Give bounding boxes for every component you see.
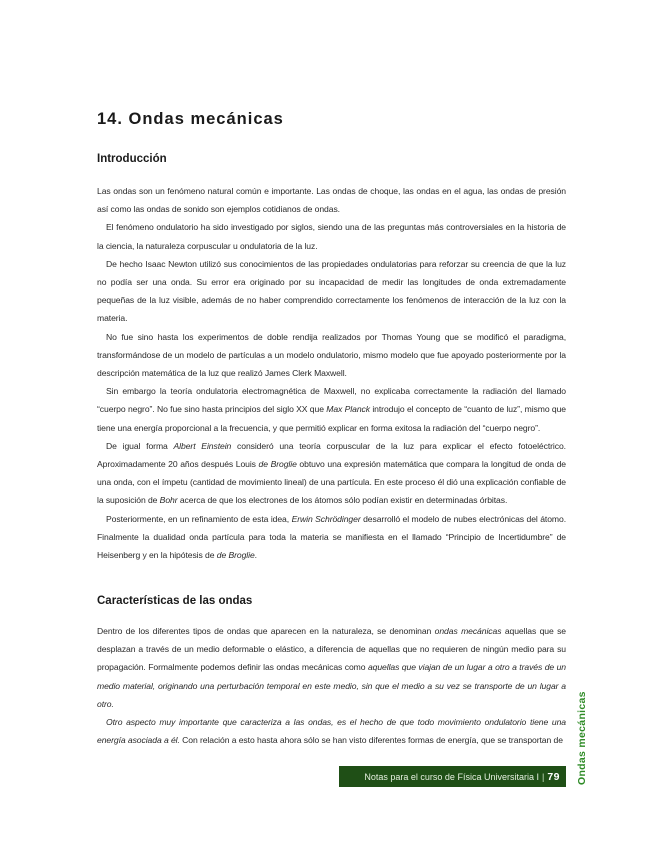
text-run: acerca de que los electrones de los átomos sólo podían existir en determinadas órbitas. [177, 495, 508, 506]
text-run: . [254, 550, 257, 561]
person-name: Max Planck [326, 404, 370, 415]
text-run: obtuvo una expresión matemática que compara la longitud de onda de una onda, con el ímpetu (cantidad de movimiento lineal) de una partícula. En este proceso él dió una explicación confiable de la suposición de [97, 459, 566, 506]
section-heading-introduccion: Introducción [97, 153, 167, 165]
text-run: Dentro de los diferentes tipos de ondas que aparecen en la naturaleza, se denominan [97, 626, 435, 636]
person-name: Albert Einstein [173, 440, 232, 451]
paragraph [97, 510, 566, 565]
text-run: desarrolló el modelo de nubes electrónicas del átomo. Finalmente la dualidad onda partícula para toda la materia se manifiesta en el llamado “Principio de Incertidumbre” de Heisenberg y en la hipótesis de [97, 513, 567, 561]
footer-bar [339, 766, 566, 787]
footer-text: Notas para el curso de Física Universitaria I [364, 771, 539, 782]
paragraph: No fue sino hasta los experimentos de doble rendija realizados por Thomas Young que se modificó el paradigma, transformándose de un modelo de partículas a un modelo ondulatorio, mismo modelo que fue apoyado posteriormente por la descripción matemática de la luz que realizó James Clerk Maxwell. [97, 331, 566, 379]
text-run: De igual forma [106, 440, 174, 451]
text-run: aquellas que se desplazan a través de un medio deformable o elástico, a diferencia de aquellas que no requieren de ningún medio para su propagación. Formalmente podemos definir las ondas mecánicas como [97, 626, 566, 673]
page-number: 79 [547, 770, 560, 783]
text-run: consideró una teoría corpuscular de la luz para explicar el efecto fotoeléctrico. Aproximadamente 20 años después Louis [97, 440, 566, 470]
person-name: Erwin Schrödinger [291, 513, 361, 524]
person-name: Bohr [159, 495, 178, 506]
paragraph: De hecho Isaac Newton utilizó sus conocimientos de las propiedades ondulatorias para reforzar su creencia de que la luz no podía ser una onda. Su error era originado por su incapacidad de medir las longitudes de onda extremadamente pequeñas de la luz visible, además de no haber comprendido correctamente los fenómenos de interacción de la luz con la materia. [97, 258, 566, 324]
person-name: de Broglie [216, 550, 255, 561]
characteristics-body [97, 622, 566, 749]
term: ondas mecánicas [434, 626, 502, 636]
text-run: Sin embargo la teoría ondulatoria electromagnética de Maxwell, no explicaba correctamente la radiación del llamado “cuerpo negro”. No fue sino hasta principios del siglo XX que [97, 386, 566, 415]
paragraph [97, 622, 566, 713]
text-run: Con relación a esto hasta ahora sólo se han visto diferentes formas de energía, que se transportan de [179, 735, 563, 746]
section-heading-caracteristicas: Características de las ondas [97, 595, 253, 607]
page-title: 14. Ondas mecánicas [97, 110, 284, 128]
paragraph: Las ondas son un fenómeno natural común e importante. Las ondas de choque, las ondas en el agua, las ondas de presión así como las ondas de sonido son ejemplos cotidianos de ondas. [97, 186, 566, 215]
text-run: Posteriormente, en un refinamiento de esta idea, [106, 513, 292, 524]
chapter-side-tab: Ondas mecánicas [576, 691, 588, 785]
paragraph [97, 713, 566, 749]
paragraph [97, 437, 566, 510]
text-run: introdujo el concepto de “cuanto de luz”, mismo que tiene una energía proporcional a la frecuencia, y que permitió explicar en forma exitosa la radiación del “cuerpo negro”. [97, 404, 567, 433]
paragraph [97, 382, 566, 437]
intro-body [97, 182, 566, 564]
definition: aquellas que viajan de un lugar a otro a través de un medio material, originando una perturbación temporal en este medio, sin que el medio a su vez se transporte de un lugar a otro. [97, 662, 566, 709]
person-name: de Broglie [258, 459, 297, 470]
footer-separator: | [541, 771, 545, 782]
emphasis: Otro aspecto muy importante que caracteriza a las ondas, es el hecho de que todo movimiento ondulatorio tiene una energía asociada a él. [97, 717, 566, 746]
paragraph: El fenómeno ondulatorio ha sido investigado por siglos, siendo una de las preguntas más controversiales en la historia de la ciencia, la naturaleza corpuscular u ondulatoria de la luz. [97, 222, 566, 251]
